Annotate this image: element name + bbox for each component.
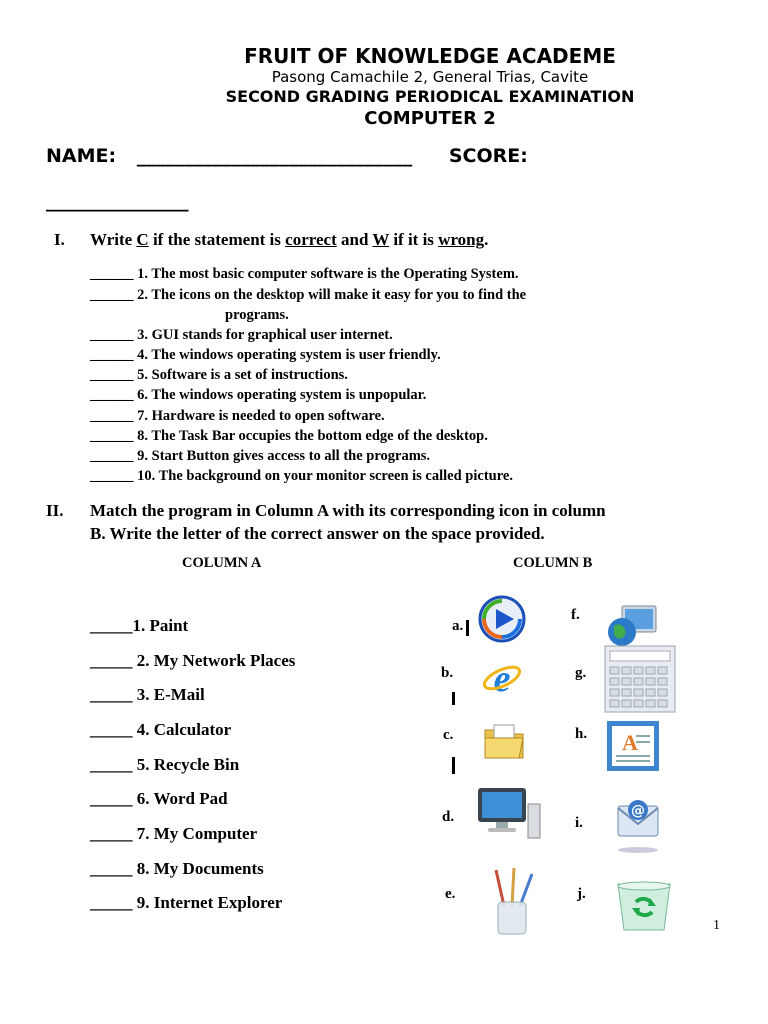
paint-brushes-icon bbox=[490, 866, 538, 936]
match-item-9: _____ 9. Internet Explorer bbox=[90, 893, 283, 912]
letter-a: a. bbox=[452, 618, 464, 634]
match-item-6: _____ 6. Word Pad bbox=[90, 789, 228, 808]
match-item-3: _____ 3. E-Mail bbox=[90, 685, 205, 704]
media-player-icon bbox=[478, 595, 526, 643]
tf-item-7: ______ 7. Hardware is needed to open software. bbox=[90, 408, 385, 424]
svg-text:A: A bbox=[622, 730, 638, 755]
tf-item-3: ______ 3. GUI stands for graphical user internet. bbox=[90, 327, 393, 343]
match-item-8: _____ 8. My Documents bbox=[90, 859, 264, 878]
internet-explorer-icon bbox=[482, 658, 522, 698]
tf-item-2: ______ 2. The icons on the desktop will make it easy for you to find the bbox=[90, 287, 527, 303]
match-item-5: _____ 5. Recycle Bin bbox=[90, 755, 240, 774]
wordpad-icon bbox=[606, 720, 660, 772]
letter-j: j. bbox=[577, 886, 586, 902]
score-line: _______________ bbox=[46, 190, 189, 212]
match-item-1: _____1. Paint bbox=[90, 616, 189, 635]
tf-item-4: ______ 4. The windows operating system is user friendly. bbox=[90, 347, 441, 363]
match-item-4: _____ 4. Calculator bbox=[90, 720, 232, 739]
email-icon bbox=[614, 796, 662, 856]
tf-item-6: ______ 6. The windows operating system is unpopular. bbox=[90, 387, 427, 403]
section2-numeral: II. bbox=[46, 501, 64, 520]
section2-instruction-1: Match the program in Column A with its corresponding icon in column bbox=[90, 501, 606, 520]
tf-item-9: ______ 9. Start Button gives access to all the programs. bbox=[90, 448, 431, 464]
name-label: NAME: bbox=[46, 145, 117, 167]
letter-c: c. bbox=[443, 727, 454, 743]
letter-h: h. bbox=[575, 726, 588, 742]
name-line: _____________________________ bbox=[136, 145, 413, 167]
calculator-icon bbox=[604, 645, 676, 713]
subject-title: COMPUTER 2 bbox=[364, 108, 496, 129]
letter-f: f. bbox=[571, 607, 580, 623]
recycle-bin-icon bbox=[614, 880, 674, 932]
column-b-header: COLUMN B bbox=[513, 555, 593, 571]
match-item-2: _____ 2. My Network Places bbox=[90, 651, 296, 670]
tf-item-1: ______ 1. The most basic computer software is the Operating System. bbox=[90, 266, 519, 282]
exam-title: SECOND GRADING PERIODICAL EXAMINATION bbox=[225, 87, 635, 106]
letter-b: b. bbox=[441, 665, 454, 681]
folder-icon bbox=[482, 722, 526, 762]
section1-numeral: I. bbox=[54, 230, 65, 249]
column-a-header: COLUMN A bbox=[182, 555, 262, 571]
letter-d: d. bbox=[442, 809, 455, 825]
match-item-7: _____ 7. My Computer bbox=[90, 824, 258, 843]
tf-item-8: ______ 8. The Task Bar occupies the bottom edge of the desktop. bbox=[90, 428, 488, 444]
tf-item-10: ______ 10. The background on your monitor screen is called picture. bbox=[90, 468, 513, 484]
svg-text:@: @ bbox=[631, 803, 645, 819]
name-score-row bbox=[46, 145, 528, 167]
computer-monitor-icon bbox=[476, 784, 542, 840]
school-address: Pasong Camachile 2, General Trias, Cavite bbox=[271, 68, 589, 86]
letter-g: g. bbox=[575, 665, 587, 681]
text-cursor-mark bbox=[452, 692, 455, 705]
svg-text:e: e bbox=[493, 658, 511, 698]
tf-item-5: ______ 5. Software is a set of instructions. bbox=[90, 367, 348, 383]
score-label: SCORE: bbox=[448, 145, 528, 167]
text-cursor-mark bbox=[452, 757, 455, 774]
school-name: FRUIT OF KNOWLEDGE ACADEME bbox=[244, 44, 616, 68]
section2-instruction-2: B. Write the letter of the correct answer on the space provided. bbox=[90, 524, 545, 543]
section1-instructions: Write C if the statement is correct and W if it is wrong. bbox=[90, 230, 489, 249]
letter-i: i. bbox=[575, 815, 583, 831]
text-cursor-mark bbox=[466, 620, 469, 636]
tf-item-2-cont: programs. bbox=[225, 307, 289, 323]
network-globe-icon bbox=[606, 602, 660, 648]
letter-e: e. bbox=[445, 886, 456, 902]
page-number: 1 bbox=[713, 918, 720, 933]
